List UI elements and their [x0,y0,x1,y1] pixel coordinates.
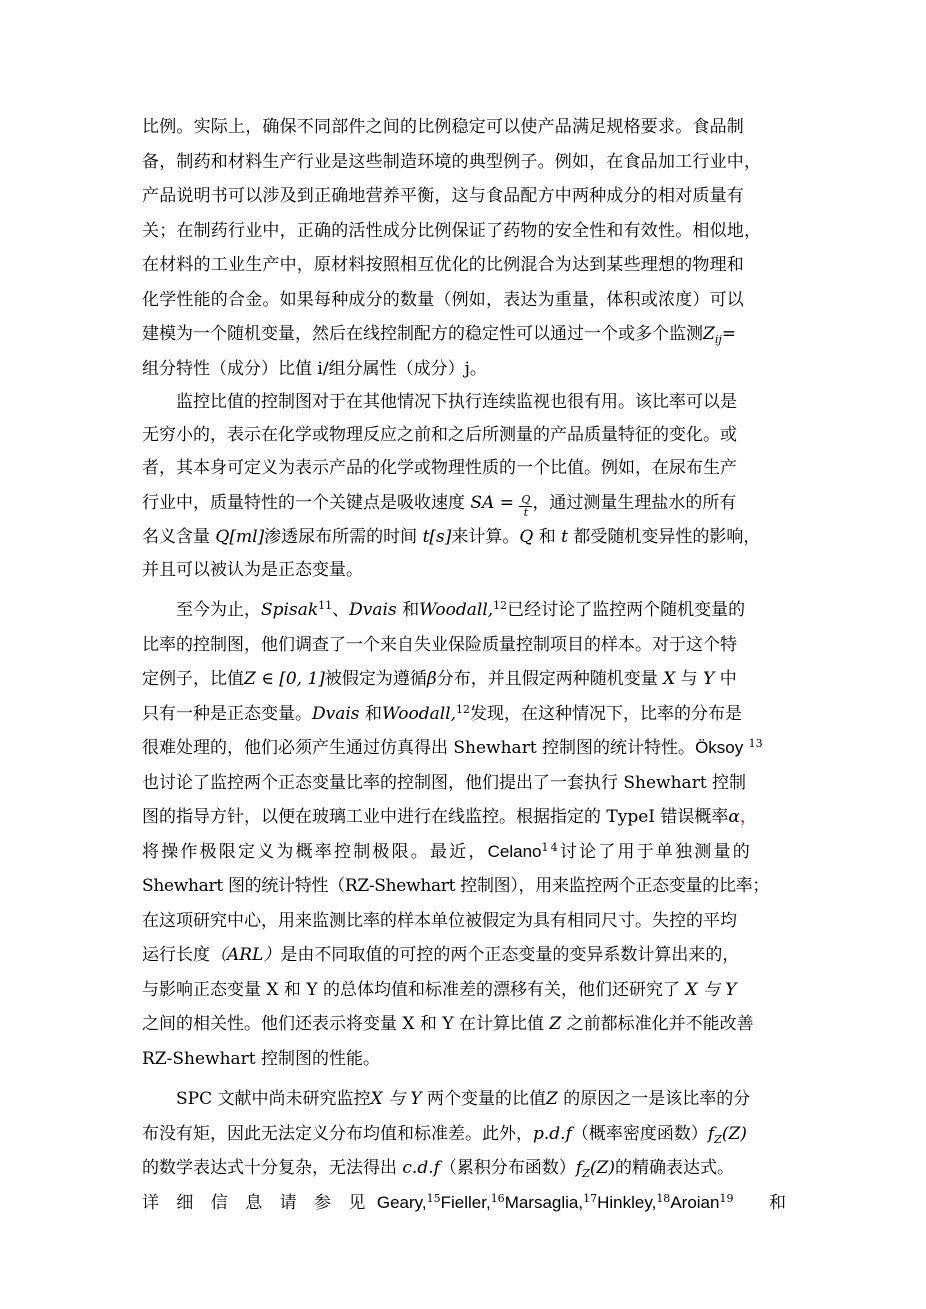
author-woodall: Woodall, [381,703,457,724]
text-segment: 分布，并且假定两种随机变量 [436,669,658,689]
text-segment: ，通过测量生理盐水的所有 [532,493,737,513]
text-line: 关；在制药行业中，正确的活性成分比例保证了药物的安全性和有效性。相似地， [142,220,762,241]
text-segment: 两个变量的比值 [427,1089,547,1109]
text-line: 比率的控制图，他们调查了一个来自失业保险质量控制项目的样本。对于这个特 [142,634,737,655]
citation-11: 11 [318,599,333,612]
author-oksoy: Öksoy [695,738,744,757]
fraction-denominator: t [523,506,529,519]
math-equals: = [494,493,520,513]
math-q: Q [519,527,534,547]
text-line [142,1186,788,1221]
paragraph-4 [142,1082,788,1220]
citation-19: 19 [719,1191,734,1205]
text-line: 也讨论了监控两个正态变量比率的控制图，他们提出了一套执行 Shewhart 控制 [142,772,747,793]
text-segment: 之间的相关性。他们还表示将变量 X 和 Y 在计算比值 [142,1014,544,1034]
text-segment: 的精确表达式。 [614,1158,734,1178]
text-segment: 定例子，比值 [142,669,244,689]
citation-15: 15 [426,1191,441,1205]
math-y: Y [703,669,715,689]
text-segment: 已经讨论了监控两个随机变量的 [507,600,746,620]
math-x: X [663,669,676,689]
math-beta: β [426,669,437,689]
text-line [142,1007,788,1042]
text-segment: 、 [332,600,350,620]
text-segment: 名义含量 [142,527,210,547]
text-segment: 与影响正态变量 X 和 Y 的总体均值和标准差的漂移有关，他们还研究了 [142,979,680,1000]
math-z: Z [549,1014,562,1034]
math-subscript: ij [714,333,722,346]
text-segment: 详 细 信 息 请 参 见 [142,1192,372,1213]
text-segment: 图的指导方针，以便在玻璃工业中进行在线监控。根据指定的 TypeI 错误概率 [142,807,729,827]
math-x-and-y: X 与 Y [370,1089,422,1109]
author-dvais: Dvais [312,703,360,724]
text-segment: 中 [719,669,737,689]
author-aroian: Aroian [670,1192,720,1212]
text-line: 无穷小的，表示在化学或物理反应之前和之后所测量的产品质量特征的变化。或 [142,425,737,445]
author-marsaglia: Marsaglia, [504,1192,584,1212]
text-segment: 建模为一个随机变量，然后在线控制配方的稳定性可以通过一个或多个监测 [142,324,703,344]
text-line [142,662,788,697]
text-segment: 和 [769,1192,786,1213]
text-line [142,835,788,870]
text-line: 在这项研究中心，用来监测比率的样本单位被假定为具有相同尺寸。失控的平均 [142,910,737,931]
author-woodall: Woodall, [419,600,494,620]
author-dvais: Dvais [349,600,397,620]
text-segment: （累积分布函数） [439,1158,576,1178]
author-hinkley: Hinkley, [597,1192,657,1212]
text-segment: 很难处理的，他们必须产生通过仿真得出 Shewhart 控制图的统计特性。 [142,738,696,758]
math-t: t [561,527,568,547]
text-segment: 是由不同取值的可控的两个正态变量的变异系数计算出来的， [280,945,740,965]
text-line [142,697,788,732]
text-line [142,973,788,1008]
text-segment: 的原因之一是该比率的分 [563,1089,751,1109]
text-line [142,1151,788,1186]
citation-14: 14 [541,840,560,854]
citation-18: 18 [656,1191,671,1205]
text-segment: 布没有矩，因此无法定义分布均值和标准差。此外， [142,1123,533,1144]
text-line [142,731,788,766]
text-line: 化学性能的合金。如果每种成分的数量（例如，表达为重量，体积或浓度）可以 [142,289,744,310]
text-line [142,317,788,352]
text-segment: 和 [402,600,420,620]
math-z: Z [546,1089,558,1109]
citation-12: 12 [456,702,471,716]
math-equals: = [721,324,736,344]
text-line [142,800,788,835]
text-line: Shewhart 图的统计特性（RZ-Shewhart 控制图），用来监控两个正态变量的比率； [142,876,770,896]
math-subscript: Z [582,1167,590,1180]
text-segment: 的数学表达式十分复杂，无法得出 [142,1158,397,1178]
text-segment: 至今为止， [176,600,261,620]
text-segment: 都受随机变异性的影响， [573,527,761,547]
text-line [142,1082,788,1117]
text-segment: 和 [364,703,382,724]
text-line [142,1117,788,1152]
document-page [142,110,788,1220]
author-celano: Celano [487,841,542,861]
text-segment: 之前都标准化并不能改善 [566,1014,754,1034]
citation-16: 16 [490,1191,505,1205]
author-spisak: Spisak [261,600,319,620]
author-geary: Geary, [376,1192,427,1212]
math-fraction [519,494,532,519]
text-line [142,938,788,973]
text-segment: 讨论了用于单独测量的 [559,841,752,862]
text-segment: 行业中，质量特性的一个关键点是吸收速度 [142,493,465,513]
text-segment: 将操作极限定义为概率控制极限。最近， [142,841,488,862]
text-segment: 和 [538,527,556,547]
text-segment: 运行长度 [142,945,210,965]
paragraph-2 [142,386,788,587]
text-line: 者，其本身可定义为表示产品的化学或物理性质的一个比值。例如，在尿布生产 [142,458,737,478]
text-segment: （概率密度函数） [571,1123,708,1144]
text-segment: 来计算。 [451,527,520,547]
citation-12: 12 [493,599,508,612]
math-arg: (Z) [721,1123,747,1144]
fraction-numerator: Q [521,493,531,506]
citation-17: 17 [583,1191,598,1205]
text-line: 在材料的工业生产中，原材料按照相互优化的比例混合为达到某些理想的物理和 [142,255,744,275]
text-line: RZ-Shewhart 控制图的性能。 [142,1048,381,1069]
math-subscript: Z [714,1132,722,1146]
text-line [142,521,788,554]
text-line [142,485,788,521]
text-segment: 被假定为遵循 [324,669,427,689]
math-fz: f [575,1158,583,1178]
math-ts: t[s] [422,527,452,547]
math-arg: (Z) [589,1158,615,1178]
text-line [142,593,788,628]
math-arl: （ARL） [210,945,281,965]
text-segment: 与 [680,669,698,689]
text-line: 备，制药和材料生产行业是这些制造环境的典型例子。例如，在食品加工行业中， [142,151,762,172]
text-line: 比例。实际上，确保不同部件之间的比例稳定可以使产品满足规格要求。食品制 [142,117,744,137]
author-fieller: Fieller, [440,1192,491,1212]
math-x-and-y: X 与 Y [685,979,737,1000]
text-segment: 发现，在这种情况下，比率的分布是 [470,703,743,724]
paragraph-3 [142,593,788,1076]
math-qml: Q[ml] [215,527,265,547]
math-sa: SA [470,493,495,513]
math-alpha: α [728,807,740,827]
comma-mark: ， [739,807,757,827]
math-z-range: Z ∈ [0, 1] [244,669,325,689]
text-line: 产品说明书可以涉及到正确地营养平衡，这与食品配方中两种成分的相对质量有 [142,186,744,206]
math-pdf: p.d.f [533,1123,572,1144]
citation-13: 13 [748,737,763,750]
text-line: 并且可以被认为是正态变量。 [142,560,363,580]
text-segment: 渗透尿布所需的时间 [264,527,418,547]
text-line: 组分特性（成分）比值 i/组分属性（成分）j。 [142,358,487,379]
paragraph-1 [142,110,788,386]
text-segment: SPC 文献中尚未研究监控 [176,1089,371,1109]
text-segment: 只有一种是正态变量。 [142,703,312,724]
text-line: 监控比值的控制图对于在其他情况下执行连续监视也很有用。该比率可以是 [176,392,737,412]
math-cdf: c.d.f [402,1158,440,1178]
math-fz: f [707,1123,715,1144]
math-z: Z [703,324,715,344]
